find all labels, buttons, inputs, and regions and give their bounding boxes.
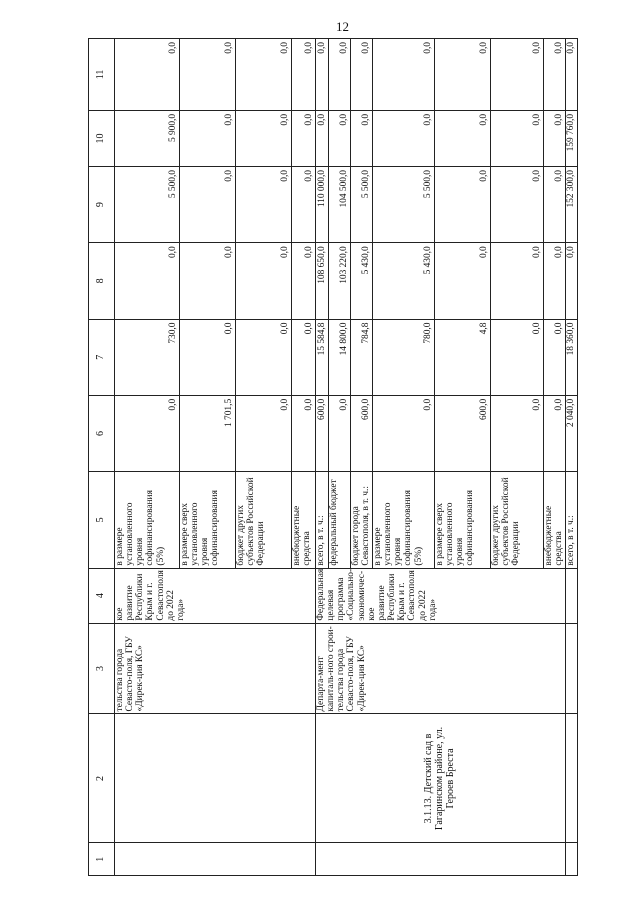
amount-cell: 0,0: [544, 395, 566, 471]
column-number: 11: [89, 39, 115, 111]
amount-cell: 0,0: [180, 39, 236, 111]
amount-cell: 0,0: [544, 319, 566, 395]
amount-cell: 0,0: [236, 319, 292, 395]
index-cell: [115, 843, 316, 876]
amount-cell: 103 220,0: [329, 243, 351, 319]
amount-cell: 18 360,0: [566, 319, 578, 395]
amount-cell: 0,0: [491, 167, 544, 243]
program-cell: Федеральная целевая программа «Социально-экономичес-кое развитие Республики Крым и г. Севастополя до 2022 года»: [316, 568, 566, 623]
amount-cell: 0,0: [544, 243, 566, 319]
amount-cell: 0,0: [435, 110, 491, 166]
program-cell: [566, 623, 578, 714]
object-cell: [115, 714, 316, 843]
funding-label: федеральный бюджет: [329, 472, 351, 568]
funding-label: бюджет города Севастополя, в т. ч.:: [351, 472, 373, 568]
amount-cell: 0,0: [316, 110, 329, 166]
amount-cell: 0,0: [329, 110, 351, 166]
amount-cell: 108 650,0: [316, 243, 329, 319]
amount-cell: 600,0: [435, 395, 491, 471]
object-cell: [566, 714, 578, 843]
amount-cell: 5 430,0: [373, 243, 435, 319]
column-number: 2: [89, 714, 115, 843]
amount-cell: 159 760,0: [566, 110, 578, 166]
amount-cell: 600,0: [351, 395, 373, 471]
program-cell: тельства города Севасто-поля, ГБУ «Дирек-ция КС»: [115, 623, 316, 714]
amount-cell: 0,0: [115, 243, 180, 319]
amount-cell: 0,0: [435, 243, 491, 319]
amount-cell: 0,0: [292, 39, 316, 111]
funding-label: в размере установленного уровня софинансирования (5%): [373, 472, 435, 568]
funding-label: всего, в т. ч.:: [316, 472, 329, 568]
column-number-row: [89, 39, 115, 876]
amount-cell: 110 000,0: [316, 167, 329, 243]
amount-cell: 0,0: [329, 39, 351, 111]
amount-cell: 0,0: [373, 110, 435, 166]
amount-cell: 5 430,0: [351, 243, 373, 319]
amount-cell: 4,8: [435, 319, 491, 395]
amount-cell: 0,0: [292, 395, 316, 471]
amount-cell: 780,0: [373, 319, 435, 395]
funding-label: в размере сверх установленного уровня софинансирования: [180, 472, 236, 568]
column-number: 10: [89, 110, 115, 166]
amount-cell: 784,8: [351, 319, 373, 395]
amount-cell: 0,0: [491, 395, 544, 471]
amount-cell: 0,0: [544, 167, 566, 243]
amount-cell: 0,0: [491, 319, 544, 395]
column-number: 8: [89, 243, 115, 319]
column-number: 4: [89, 568, 115, 623]
amount-cell: 0,0: [491, 39, 544, 111]
funding-label: внебюджетные средства: [544, 472, 566, 568]
amount-cell: 0,0: [435, 167, 491, 243]
amount-cell: 104 500,0: [329, 167, 351, 243]
amount-cell: 1 701,5: [180, 395, 236, 471]
amount-cell: 0,0: [180, 167, 236, 243]
page-number: 12: [336, 19, 349, 34]
amount-cell: 5 500,0: [351, 167, 373, 243]
table-row: [316, 39, 329, 876]
amount-cell: 0,0: [491, 110, 544, 166]
column-number: 5: [89, 472, 115, 568]
funding-label: бюджет других субъектов Российской Федерации: [236, 472, 292, 568]
amount-cell: 0,0: [435, 39, 491, 111]
amount-cell: 15 584,8: [316, 319, 329, 395]
column-number: 9: [89, 167, 115, 243]
funding-label: всего, в т. ч.:: [566, 472, 578, 568]
amount-cell: 152 300,0: [566, 167, 578, 243]
object-title: 3.1.13. Детский сад в Гагаринском районе, ул. Героев Бреста: [316, 714, 566, 843]
amount-cell: 0,0: [236, 167, 292, 243]
index-cell: [566, 843, 578, 876]
amount-cell: 14 800,0: [329, 319, 351, 395]
program-cell: кое развитие Республики Крым и г. Севастополя до 2022 года»: [115, 568, 316, 623]
amount-cell: 5 500,0: [373, 167, 435, 243]
amount-cell: 0,0: [544, 110, 566, 166]
table-row: [115, 39, 180, 876]
amount-cell: 0,0: [180, 110, 236, 166]
amount-cell: 0,0: [292, 243, 316, 319]
column-number: 7: [89, 319, 115, 395]
amount-cell: 0,0: [180, 243, 236, 319]
amount-cell: 600,0: [316, 395, 329, 471]
amount-cell: 0,0: [236, 110, 292, 166]
amount-cell: 5 900,0: [115, 110, 180, 166]
column-number: 6: [89, 395, 115, 471]
index-cell: [316, 843, 566, 876]
amount-cell: 0,0: [329, 395, 351, 471]
amount-cell: 0,0: [236, 39, 292, 111]
amount-cell: 0,0: [236, 243, 292, 319]
funding-label: бюджет других субъектов Российской Федерации: [491, 472, 544, 568]
column-number: 3: [89, 623, 115, 714]
amount-cell: 0,0: [292, 167, 316, 243]
amount-cell: 0,0: [236, 395, 292, 471]
amount-cell: 0,0: [351, 39, 373, 111]
amount-cell: 0,0: [373, 39, 435, 111]
amount-cell: 2 040,0: [566, 395, 578, 471]
amount-cell: 0,0: [115, 39, 180, 111]
amount-cell: 0,0: [566, 39, 578, 111]
customer-cell: [566, 568, 578, 623]
amount-cell: 0,0: [292, 110, 316, 166]
amount-cell: 0,0: [544, 39, 566, 111]
amount-cell: 0,0: [292, 319, 316, 395]
amount-cell: 0,0: [180, 319, 236, 395]
column-number: 1: [89, 843, 115, 876]
amount-cell: 0,0: [115, 395, 180, 471]
financing-table: [88, 38, 578, 876]
amount-cell: 730,0: [115, 319, 180, 395]
funding-label: в размере сверх установленного уровня софинансирования: [435, 472, 491, 568]
amount-cell: 0,0: [491, 243, 544, 319]
amount-cell: 5 500,0: [115, 167, 180, 243]
program-cell: Департа-мент капиталь-ного строи-тельства города Севасто-поля, ГБУ «Дирек-ция КС»: [316, 623, 566, 714]
table-rotator: [88, 38, 576, 876]
table-row: [566, 39, 578, 876]
amount-cell: 0,0: [351, 110, 373, 166]
amount-cell: 0,0: [373, 395, 435, 471]
amount-cell: 0,0: [316, 39, 329, 111]
funding-label: в размере установленного уровня софинансирования (5%): [115, 472, 180, 568]
funding-label: внебюджетные средства: [292, 472, 316, 568]
amount-cell: 0,0: [566, 243, 578, 319]
